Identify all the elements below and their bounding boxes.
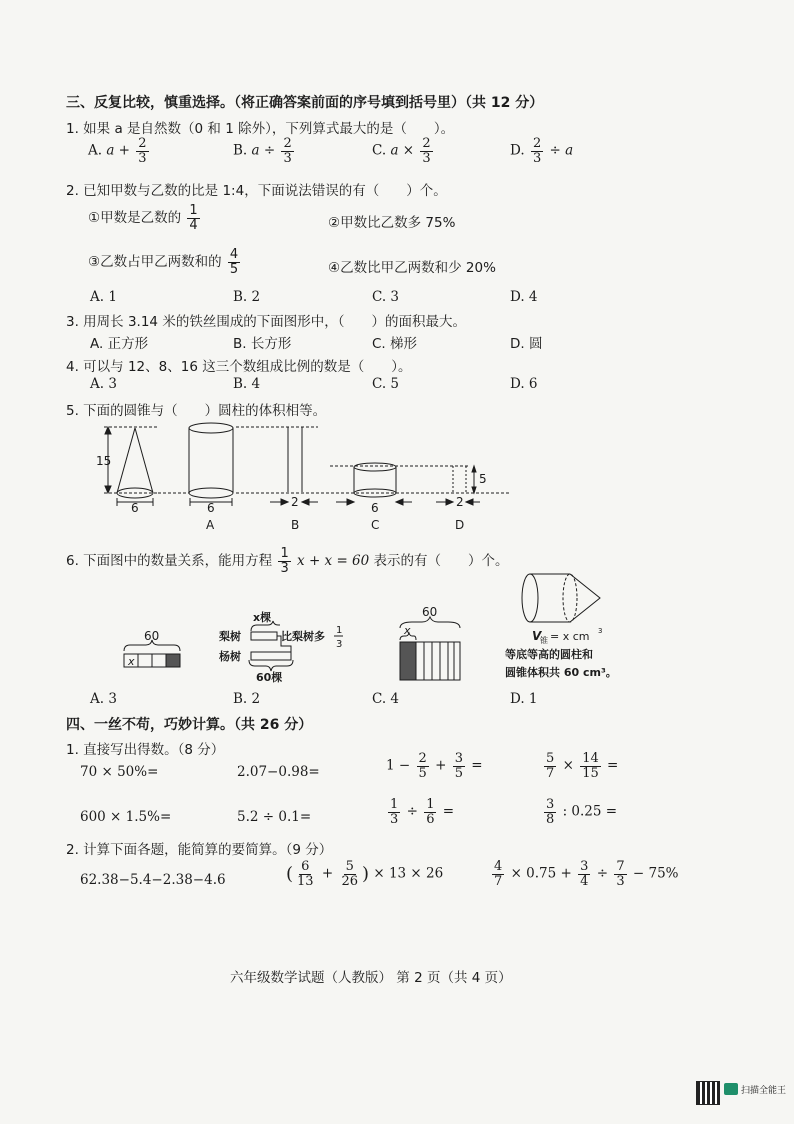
q2-option-b: B. 2 (233, 289, 261, 305)
q6-c-x-label: x (404, 624, 411, 637)
p1-expr-6: 5.2 ÷ 0.1= (237, 809, 312, 825)
p1-expr-3: 1 − $\frac{2}{5}$ + $\frac{3}{5}$ = (386, 751, 483, 781)
q6-a-x-label: x (128, 655, 135, 668)
cylinder-c-diameter-label: 6 (371, 501, 379, 515)
cylinder-a-figure (158, 423, 233, 506)
p1-expr-7: $\frac{1}{3}$ ÷ $\frac{1}{6}$ = (390, 797, 455, 827)
q6-b-frac-num: 1 (336, 625, 343, 636)
q6-c-total-label: 60 (422, 605, 438, 619)
q6-b-more-label: 比梨树多 (281, 630, 325, 643)
q6-b-total-label: 60棵 (256, 671, 283, 684)
q6-b-pear-count-label: x棵 (253, 611, 272, 624)
q1-option-d: D. $\frac{2}{3}$ ÷ a (510, 136, 574, 166)
q1-option-b: B. a ÷ $\frac{2}{3}$ (233, 136, 292, 166)
qr-code-icon (696, 1081, 720, 1105)
cylinder-d-height-label: 5 (479, 472, 487, 486)
q3-option-c: C. 梯形 (372, 336, 418, 352)
q6-a-total-label: 60 (144, 629, 160, 643)
q1-option-a: A. a + $\frac{2}{3}$ (88, 136, 147, 166)
p1-stem: 1. 直接写出得数。（8 分） (66, 742, 225, 758)
q6-d-volume-sup: 3 (598, 627, 603, 635)
q6-stem: 6. 下面图中的数量关系，能用方程 $\frac{1}{3}$ x + x = 60 表示的有（ ）个。 (66, 546, 509, 576)
q3-option-d: D. 圆 (510, 336, 543, 352)
q4-option-c: C. 5 (372, 376, 400, 392)
q2-statement-4: ④乙数比甲乙两数和少 20% (328, 260, 496, 276)
cone-diameter-label: 6 (131, 501, 139, 515)
q6-figure-b (249, 621, 293, 671)
q6-d-volume-rest: = x cm (550, 630, 590, 643)
q1-option-c: C. a × $\frac{2}{3}$ (372, 136, 431, 166)
q6-d-volume-symbol: V (532, 629, 542, 643)
q6-b-frac-den: 3 (336, 639, 343, 650)
q3-option-a: A. 正方形 (90, 336, 149, 352)
cylinder-c-figure (330, 463, 470, 505)
cylinder-d-diameter-label: 2 (456, 495, 464, 509)
section4-title: 四、一丝不苟，巧妙计算。（共 26 分） (66, 717, 313, 733)
q6-b-poplar-label: 杨树 (219, 650, 241, 663)
p1-expr-2: 2.07−0.98= (237, 764, 320, 780)
q2-stem: 2. 已知甲数与乙数的比是 1:4，下面说法错误的有（ ）个。 (66, 183, 447, 199)
q3-option-b: B. 长方形 (233, 336, 292, 352)
q5-figures (90, 418, 510, 533)
cone-figure (104, 427, 158, 506)
q3-stem: 3. 用周长 3.14 米的铁丝围成的下面图形中，（ ）的面积最大。 (66, 314, 467, 330)
p2-expr-3: $\frac{4}{7}$ × 0.75 + $\frac{3}{4}$ ÷ $\frac{7}{3}$ − 75% (494, 859, 679, 889)
q2-statement-3: ③乙数占甲乙两数和的 $\frac{4}{5}$ (88, 247, 239, 277)
p1-expr-4: $\frac{5}{7}$ × $\frac{14}{15}$ = (546, 751, 619, 781)
figure-label-d: D (455, 518, 465, 532)
q5-stem: 5. 下面的圆锥与（ ）圆柱的体积相等。 (66, 403, 327, 419)
cone-height-label: 15 (96, 454, 112, 468)
scanner-badge: 扫描全能王 (741, 1086, 787, 1096)
q6-option-d: D. 1 (510, 691, 538, 707)
q4-option-b: B. 4 (233, 376, 261, 392)
figure-label-c: C (371, 518, 380, 532)
q4-option-a: A. 3 (90, 376, 117, 392)
q6-figures (100, 570, 640, 690)
q4-option-d: D. 6 (510, 376, 538, 392)
q1-stem: 1. 如果 a 是自然数（0 和 1 除外），下列算式最大的是（ ）。 (66, 121, 455, 137)
q2-statement-1: ①甲数是乙数的 $\frac{1}{4}$ (88, 203, 198, 233)
q2-option-c: C. 3 (372, 289, 400, 305)
q6-figure-d (522, 574, 600, 622)
figure-label-b: B (291, 518, 300, 532)
q6-b-pear-label: 梨树 (219, 630, 241, 643)
p1-expr-1: 70 × 50%= (80, 764, 159, 780)
q2-statement-2: ②甲数比乙数多 75% (328, 215, 456, 231)
p2-expr-2: ( $\frac{6}{13}$ + $\frac{5}{26}$ ) × 13 × 26 (286, 859, 444, 889)
q6-option-b: B. 2 (233, 691, 261, 707)
cylinder-b-diameter-label: 2 (291, 495, 299, 509)
p1-expr-8: $\frac{3}{8}$ : 0.25 = (546, 797, 618, 827)
p2-stem: 2. 计算下面各题，能简算的要简算。（9 分） (66, 842, 333, 858)
q6-d-line1: 等底等高的圆柱和 (505, 648, 593, 661)
scanner-logo-icon (724, 1083, 738, 1095)
q4-stem: 4. 可以与 12、8、16 这三个数组成比例的数是（ ）。 (66, 359, 412, 375)
section3-title: 三、反复比较，慎重选择。（将正确答案前面的序号填到括号里）（共 12 分） (66, 95, 544, 111)
q2-option-d: D. 4 (510, 289, 538, 305)
q6-d-line2: 圆锥体积共 60 cm³。 (505, 666, 617, 679)
figure-label-a: A (206, 518, 215, 532)
p1-expr-5: 600 × 1.5%= (80, 809, 172, 825)
q6-d-volume-sub: 锥 (540, 636, 548, 645)
q6-option-a: A. 3 (90, 691, 117, 707)
p2-expr-1: 62.38−5.4−2.38−4.6 (80, 872, 226, 888)
q6-option-c: C. 4 (372, 691, 400, 707)
cylinder-a-diameter-label: 6 (207, 501, 215, 515)
q2-option-a: A. 1 (90, 289, 117, 305)
page-footer: 六年级数学试题（人教版） 第 2 页（共 4 页） (230, 970, 512, 986)
